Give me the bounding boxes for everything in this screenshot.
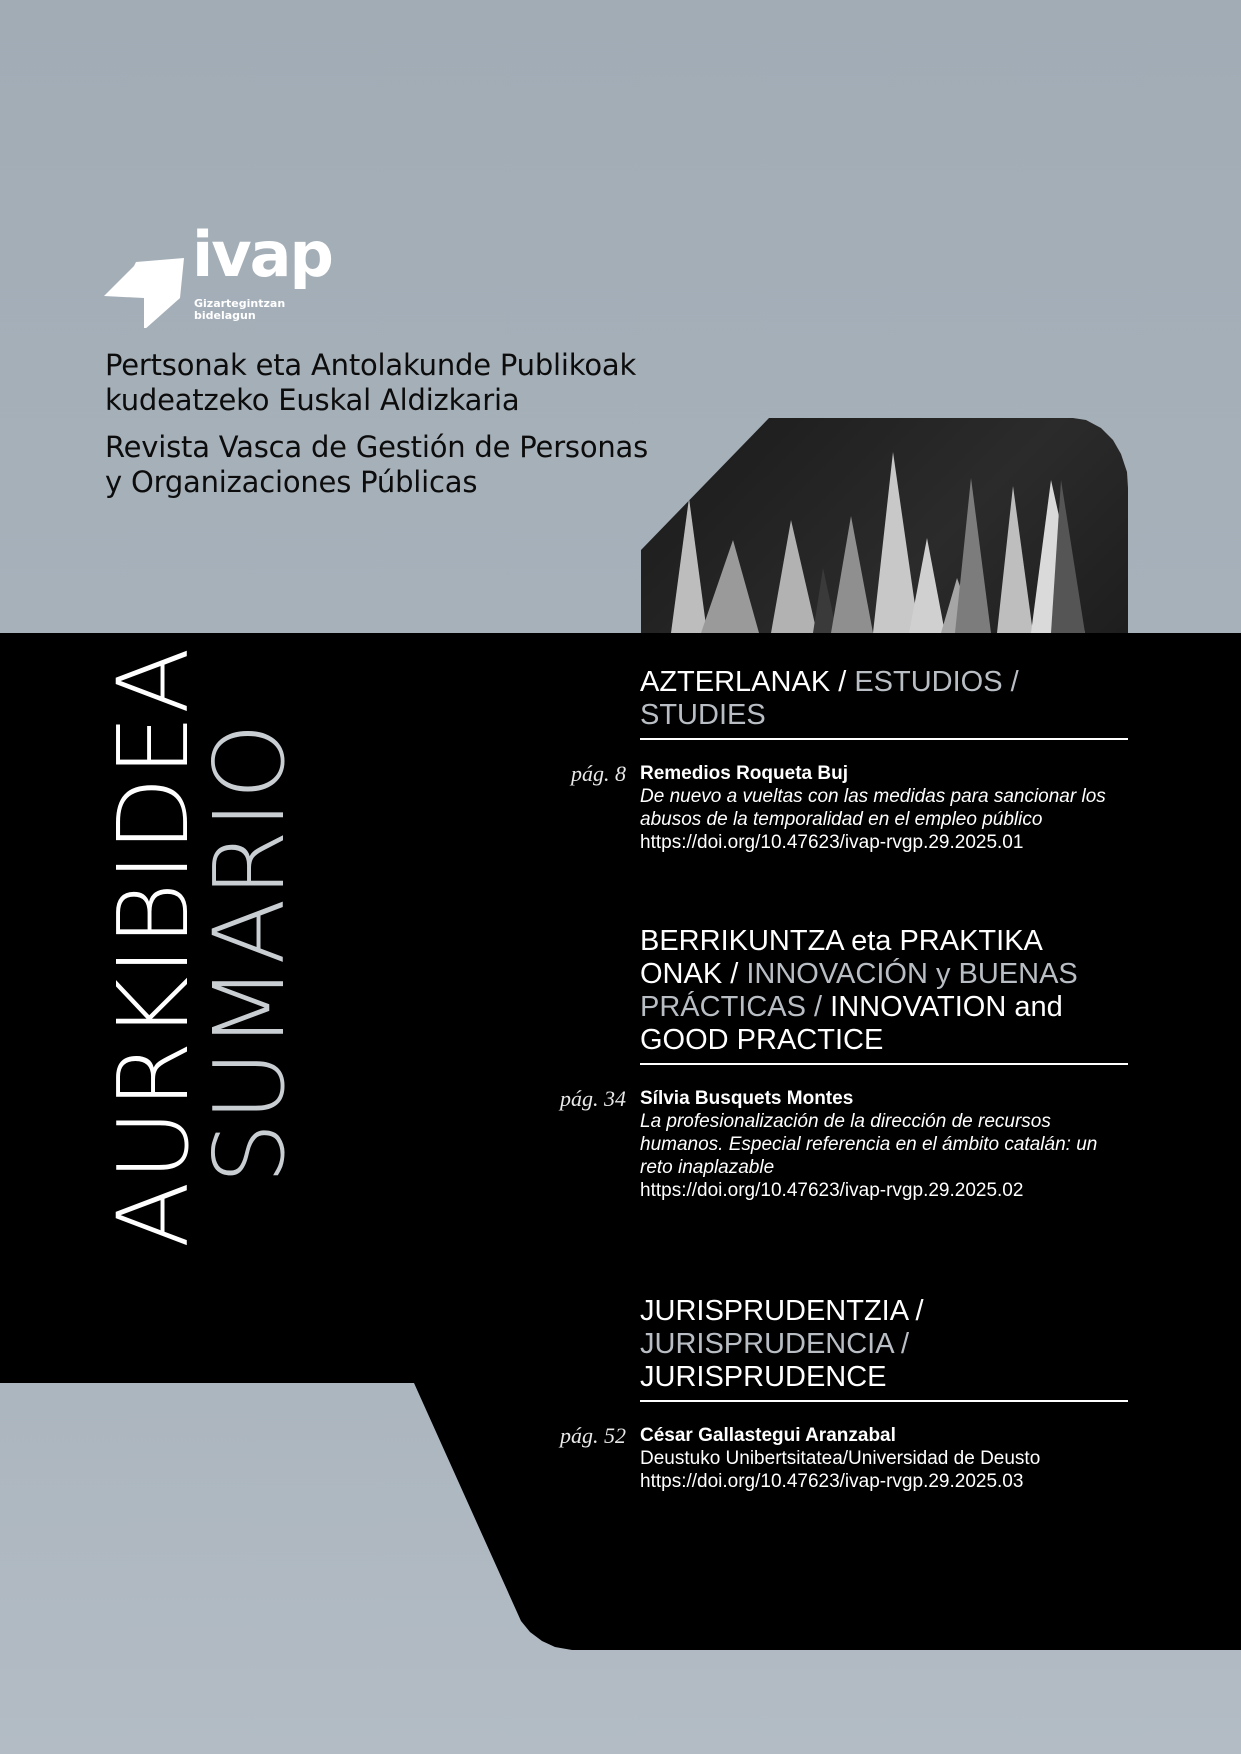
toc-entry [560,1423,1128,1493]
section-jurisprudence [560,1295,1128,1493]
entry-title: La profesionalización de la dirección de recursos humanos. Especial referencia en el ámbito catalán: un reto inaplazable [640,1111,1098,1178]
section-heading: AZTERLANAK / ESTUDIOS / STUDIES [640,666,1128,740]
page-number: pág. 8 [571,761,626,786]
entry-doi-link[interactable]: https://doi.org/10.47623/ivap-rvgp.29.2025.03 [640,1471,1024,1492]
section-studies [571,666,1128,854]
entry-doi-link[interactable]: https://doi.org/10.47623/ivap-rvgp.29.2025.01 [640,832,1024,853]
logo-tagline: Gizartegintzan bidelagun [194,297,286,322]
page-number: pág. 34 [560,1086,626,1111]
toc-entry [571,761,1128,854]
section-heading: BERRIKUNTZA eta PRAKTIKA ONAK / INNOVACIÓN y BUENAS PRÁCTICAS / INNOVATION and GOOD PRACTICE [640,925,1128,1065]
section-innovation [560,925,1128,1202]
ivap-logo [104,218,344,336]
toc-entry [560,1086,1128,1202]
cover-photo-pencils [641,418,1128,633]
section-heading: JURISPRUDENTZIA / JURISPRUDENCIA / JURISPRUDENCE [640,1295,1128,1402]
journal-title-spanish: Revista Vasca de Gestión de Personas y Organizaciones Públicas [105,430,649,499]
entry-title: De nuevo a vueltas con las medidas para sancionar los abusos de la temporalidad en el empleo público [640,786,1106,830]
page-number: pág. 52 [560,1423,626,1448]
entry-doi-link[interactable]: https://doi.org/10.47623/ivap-rvgp.29.2025.02 [640,1180,1024,1201]
vertical-title-spanish: SUMARIO [193,722,306,1184]
logo-wordmark: ivap [192,218,332,291]
entry-affiliation: Deustuko Unibertsitatea/Universidad de Deusto [640,1448,1041,1469]
entry-author: Remedios Roqueta Buj [640,763,848,784]
entry-author: César Gallastegui Aranzabal [640,1425,896,1446]
journal-title-basque: Pertsonak eta Antolakunde Publikoak kudeatzeko Euskal Aldizkaria [105,348,637,417]
vertical-title-basque: AURKIBIDEA [97,646,210,1248]
entry-author: Sílvia Busquets Montes [640,1088,854,1109]
ivap-arrow-icon [104,248,184,328]
pencils-image [641,418,1128,633]
